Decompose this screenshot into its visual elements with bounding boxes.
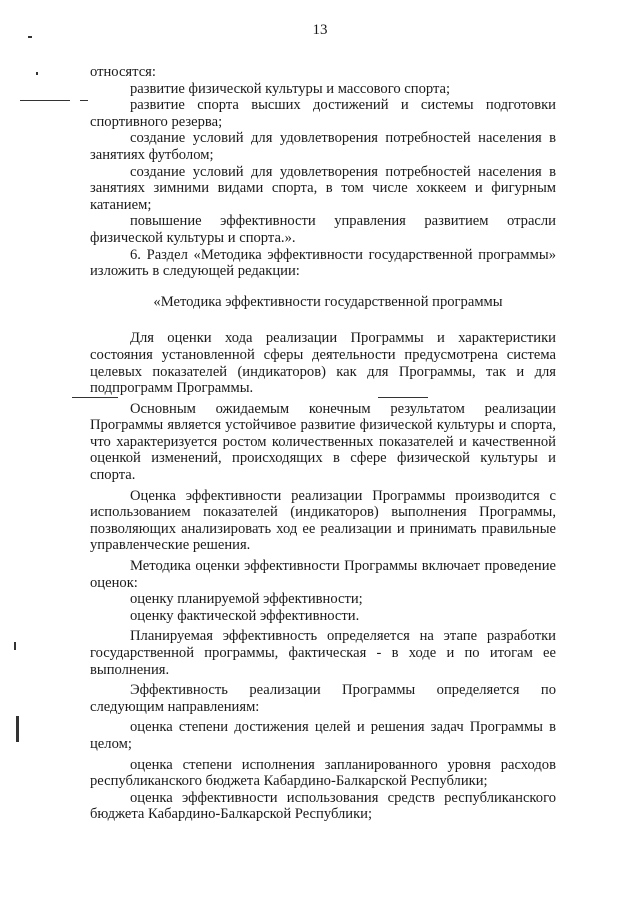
section-heading: «Методика эффективности государственной программы bbox=[153, 293, 503, 310]
list-item: развитие спорта высших достижений и системы подготовки спортивного резерва; bbox=[90, 97, 556, 130]
paragraph: Оценка эффективности реализации Программы производится с использованием показателей (индикаторов) выполнения Программы, позволяющих анализировать ход ее реализации и принимать правильные управленческие решения. bbox=[90, 487, 556, 554]
paragraph: Методика оценки эффективности Программы включает проведение оценок: bbox=[90, 558, 556, 591]
paragraph: относятся: bbox=[90, 64, 156, 80]
list-item: развитие физической культуры и массового спорта; bbox=[130, 80, 451, 97]
paragraph: 6. Раздел «Методика эффективности государственной программы» изложить в следующей редакции: bbox=[90, 246, 556, 280]
paragraph: Эффективность реализации Программы определяется по следующим направлениям: bbox=[90, 682, 556, 715]
scan-mark bbox=[36, 72, 38, 75]
list-item: повышение эффективности управления развитием отрасли физической культуры и спорта.». bbox=[90, 213, 556, 246]
list-item: создание условий для удовлетворения потребностей населения в занятиях зимними видами спорта, в том числе хоккеем и фигурным катанием; bbox=[90, 163, 556, 213]
list-item: создание условий для удовлетворения потребностей населения в занятиях футболом; bbox=[90, 130, 556, 163]
scan-mark bbox=[28, 36, 32, 38]
list-item: оценку планируемой эффективности; bbox=[130, 591, 363, 608]
list-item: оценка эффективности использования средств республиканского бюджета Кабардино-Балкарской Республики; bbox=[90, 789, 556, 823]
scan-line bbox=[20, 100, 70, 101]
scan-mark bbox=[16, 716, 19, 742]
paragraph: Планируемая эффективность определяется на этапе разработки государственной программы, фактическая - в ходе и по итогам ее выполнения. bbox=[90, 628, 556, 678]
list-item: оценка степени исполнения запланированного уровня расходов республиканского бюджета Кабардино-Балкарской Республики; bbox=[90, 756, 556, 790]
list-item: оценку фактической эффективности. bbox=[130, 607, 360, 624]
paragraph: Для оценки хода реализации Программы и характеристики состояния установленной сферы деятельности предусмотрена система целевых показателей (индикаторов) как для Программы, так и для подпрограмм Программы. bbox=[90, 330, 556, 397]
page-number: 13 bbox=[312, 22, 328, 38]
scan-mark bbox=[14, 642, 16, 650]
paragraph: Основным ожидаемым конечным результатом реализации Программы является устойчивое развитие физической культуры и спорта, что характеризуется ростом количественных показателей и качественной оценкой изменений, происходящих в сфере физической культуры и спорта. bbox=[90, 400, 556, 484]
list-item: оценка степени достижения целей и решения задач Программы в целом; bbox=[90, 719, 556, 752]
document-body bbox=[90, 64, 556, 823]
scan-line bbox=[80, 100, 88, 101]
